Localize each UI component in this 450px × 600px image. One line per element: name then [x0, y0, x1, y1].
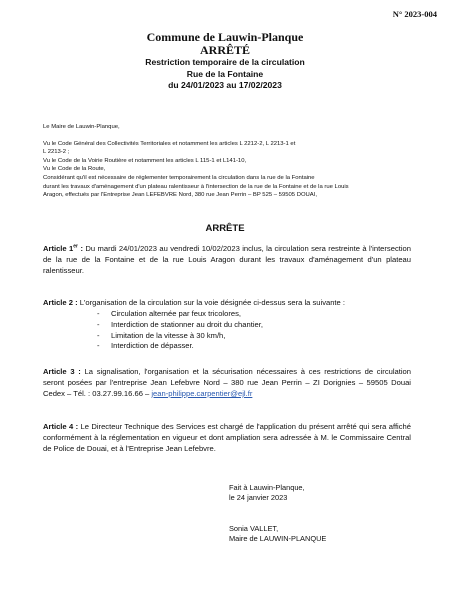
- email-link[interactable]: jean-philippe.carpentier@ejl.fr: [151, 388, 253, 398]
- signatory-name: Sonia VALLET,: [229, 524, 279, 533]
- article-3-text: La signalisation, l'organisation et la sécurisation nécessaires à ces restrictions de circulation seront posées par l'entreprise Jean Lefebvre Nord – 380 rue Jean Perrin – ZI Dorignies – 59505 Douai Cedex – Tél. : 03.27.99.16.66 –: [43, 367, 411, 398]
- street-line: Rue de la Fontaine: [186, 68, 264, 79]
- arrete-title: ARRÊTÉ: [199, 43, 250, 57]
- article-2-label: Article 2 :: [43, 298, 78, 307]
- list-item: - Interdiction de stationner au droit du chantier,: [97, 319, 263, 329]
- article-1-label: Article 1er :: [43, 243, 83, 253]
- vu-cgct-cont: L 2213-2 ;: [43, 149, 70, 156]
- article-2: [43, 298, 411, 309]
- article-4-label: Article 4 :: [43, 422, 79, 431]
- measures-list: [97, 309, 263, 352]
- subject-line: Restriction temporaire de la circulation: [145, 57, 305, 67]
- signature-place-date: [229, 483, 305, 503]
- signature-block: [229, 524, 326, 544]
- list-item: - Interdiction de dépasser.: [97, 341, 194, 351]
- document-header: [0, 31, 450, 92]
- signatory-title: Maire de LAUWIN-PLANQUE: [229, 534, 327, 543]
- article-1-text: Du mardi 24/01/2023 au vendredi 10/02/2023 inclus, la circulation sera restreinte à l'intersection de la rue de la Fontaine et de la rue Louis Aragon durant les travaux d'aménagement d'un plateau ralentisseur.: [43, 244, 411, 275]
- considerant-line-3: Aragon, effectués par l'Entreprise Jean LEFEBVRE Nord, 380 rue Jean Perrin – BP 525 – 59505 DOUAI,: [43, 192, 317, 199]
- article-2-text: L'organisation de la circulation sur la voie désignée ci-dessus sera la suivante :: [77, 298, 345, 307]
- considerant-line-2: durant les travaux d'aménagement d'un plateau ralentisseur à l'intersection de la rue de la Fontaine et de la rue Louis: [43, 183, 349, 190]
- maire-line: Le Maire de Lauwin-Planque,: [43, 124, 120, 130]
- arrete-heading: ARRÊTE: [205, 223, 245, 234]
- article-3: [43, 367, 411, 400]
- preamble: [43, 123, 413, 200]
- considerant-line-1: Considérant qu'il est nécessaire de réglementer temporairement la circulation dans la rue de la Fontaine: [43, 174, 315, 181]
- article-4: [43, 422, 411, 455]
- article-1: [43, 244, 411, 277]
- article-3-label: Article 3 :: [43, 367, 81, 376]
- signature-date: le 24 janvier 2023: [229, 493, 288, 502]
- vu-route-line: Vu le Code de la Route,: [43, 166, 106, 173]
- reference-number: N° 2023-004: [392, 9, 437, 19]
- commune-name: Commune de Lauwin-Planque: [146, 30, 304, 44]
- period-line: du 24/01/2023 au 17/02/2023: [168, 80, 282, 90]
- list-item: - Limitation de la vitesse à 30 km/h,: [97, 330, 226, 340]
- vu-voirie-line: Vu le Code de la Voirie Routière et notamment les articles L 115-1 et L141-10,: [43, 157, 247, 164]
- article-4-text: Le Directeur Technique des Services est chargé de l'application du présent arrêté qui sera affiché conformément à la réglementation en vigueur et dont ampliation sera adressée à M. le Commissaire Central de Police de Douai, et à l'Entreprise Jean Lefebvre.: [43, 422, 411, 453]
- vu-cgct-line: Vu le Code Général des Collectivités Territoriales et notamment les articles L 2212-2, L 2213-1 et: [43, 140, 296, 147]
- list-item: - Circulation alternée par feux tricolores,: [97, 309, 241, 318]
- fait-a: Fait à Lauwin-Planque,: [229, 483, 305, 492]
